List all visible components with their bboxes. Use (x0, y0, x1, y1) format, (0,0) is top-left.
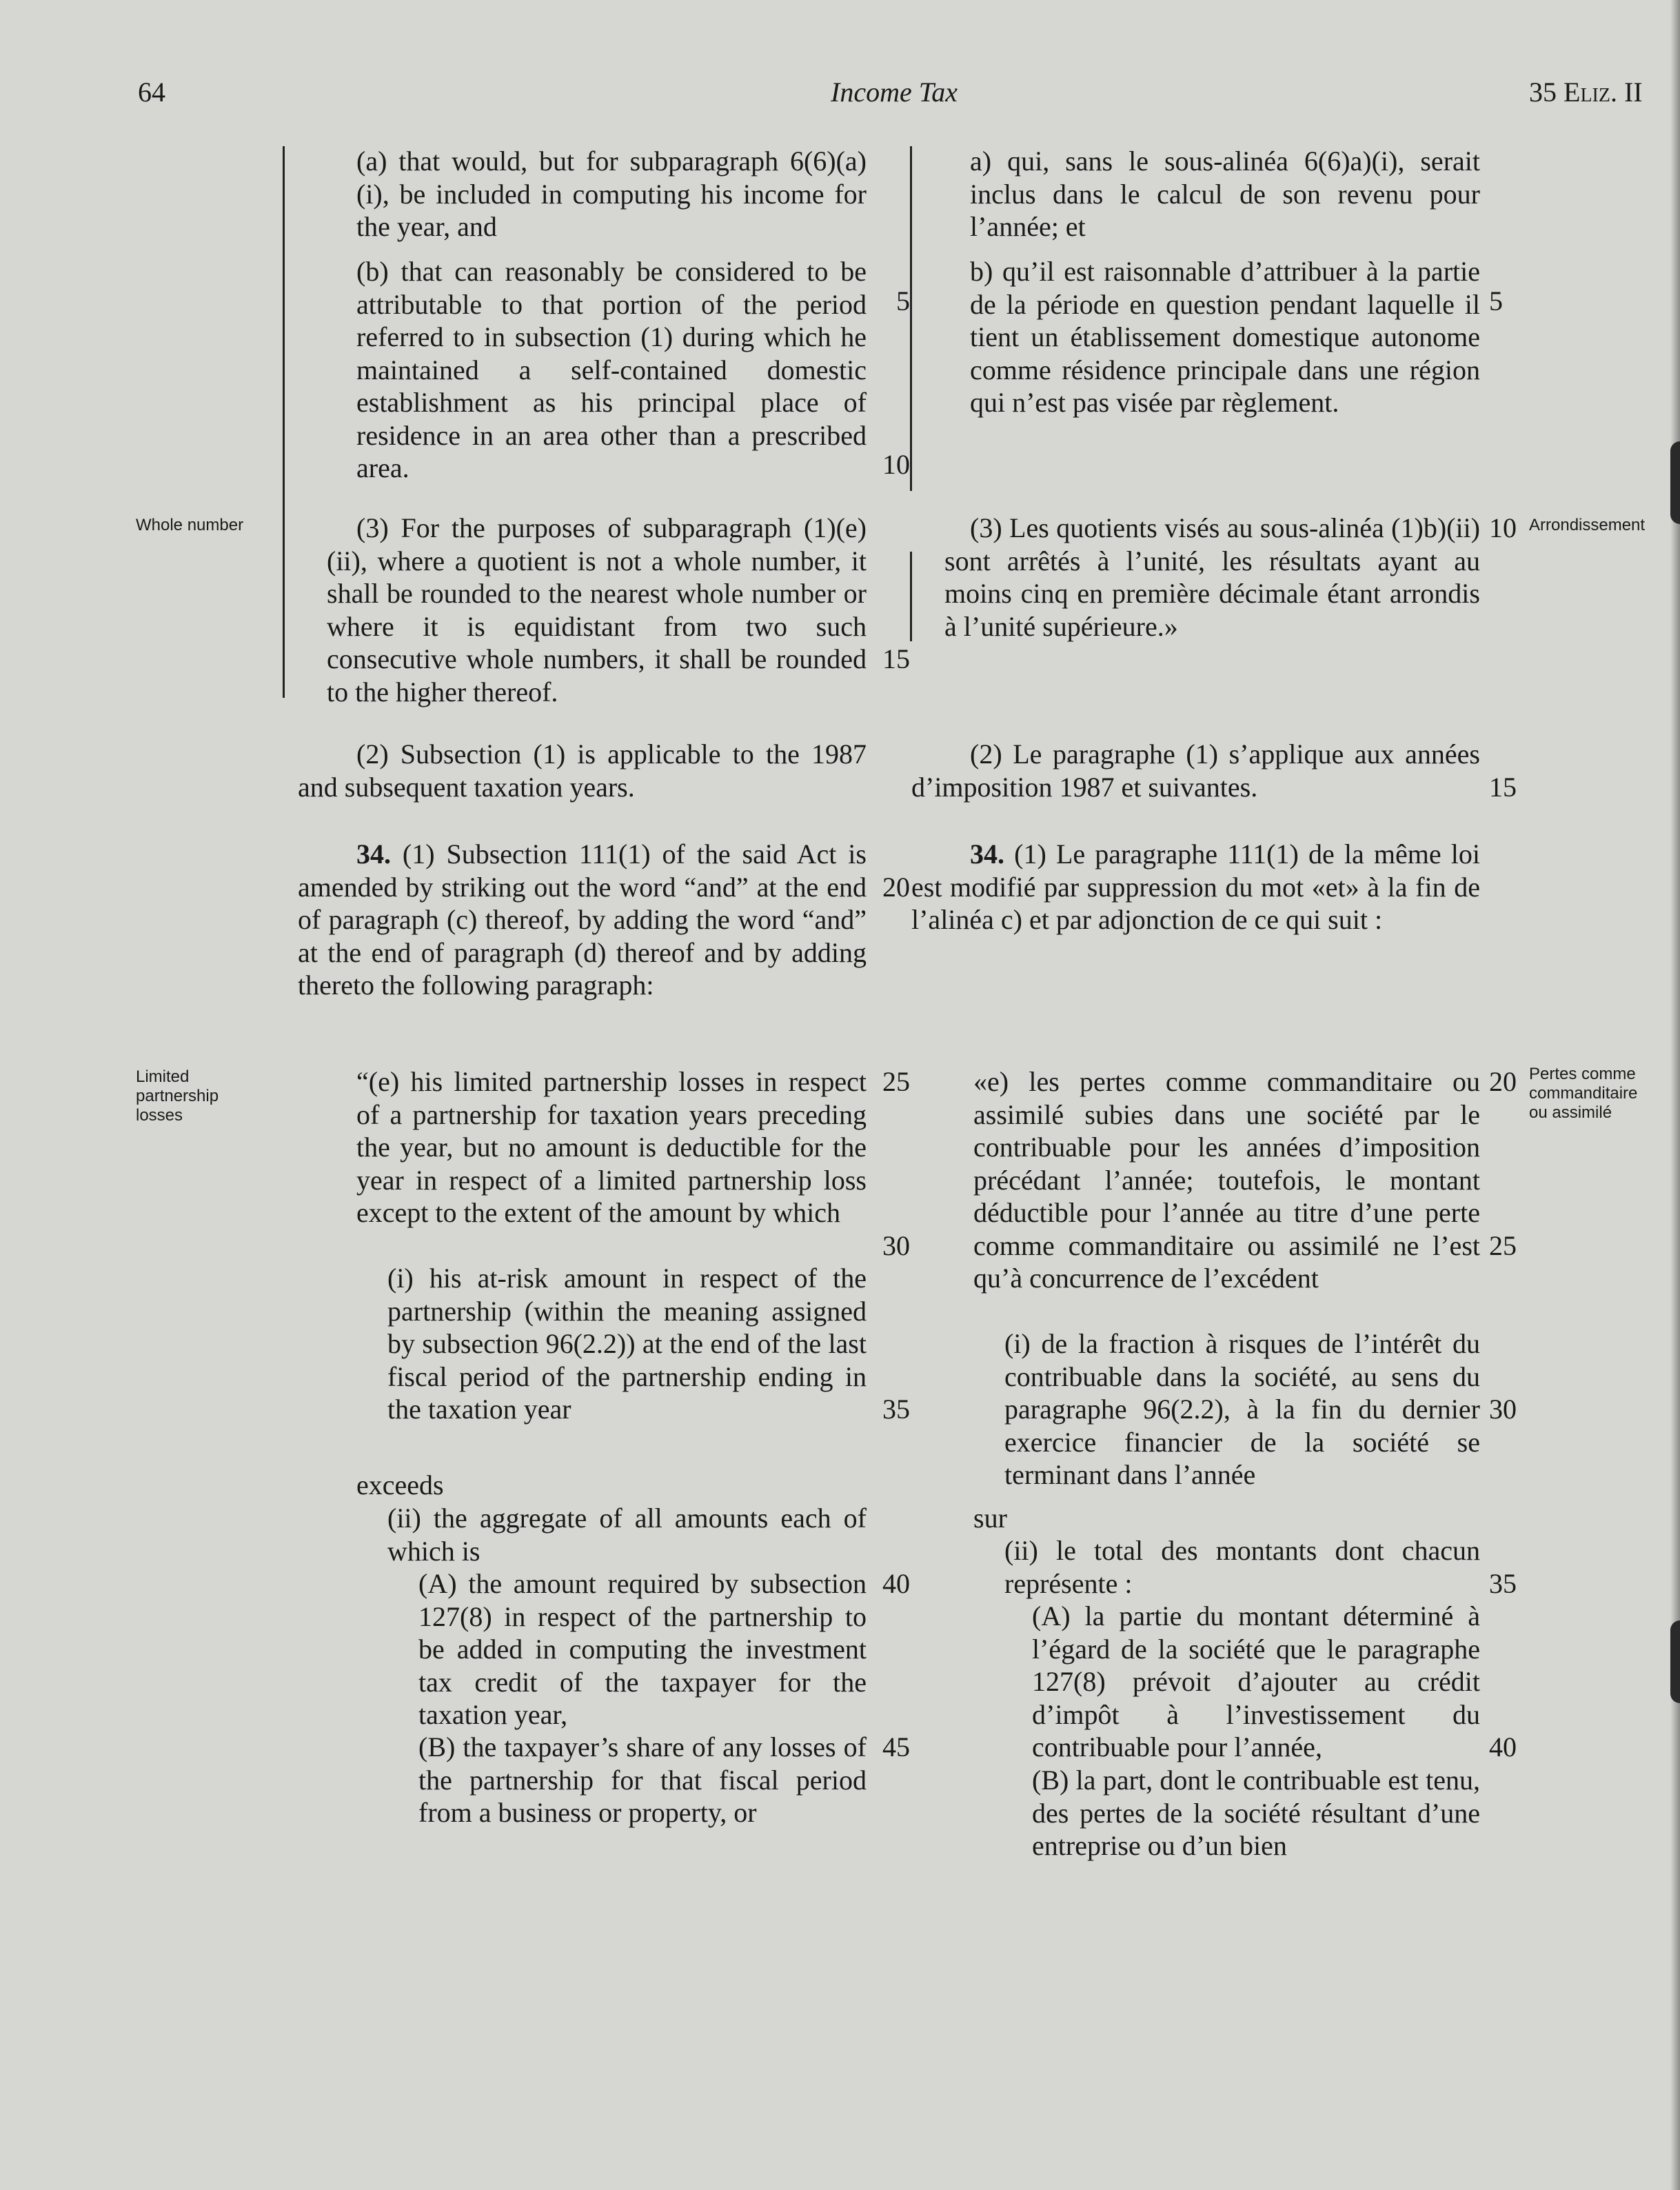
fr-paragraph-a: a) qui, sans le sous-alinéa 6(6)a)(i), serait inclus dans le calcul de son revenu pour l’année; et (970, 145, 1480, 242)
line-number: 30 (882, 1230, 910, 1261)
fr-clause-B: (B) la part, dont le contribuable est tenu, des pertes de la société résultant d’une entreprise ou d’un bien (1032, 1765, 1480, 1861)
en-paragraph-b: (b) that can reasonably be considered to be attributable to that portion of the period referred to in subsection (1) during which he maintained a self-contained domestic establishment as his principal place of residence in an area other than a prescribed area. (356, 256, 867, 483)
en-paragraph-e: “(e) his limited partnership losses in respect of a partnership for taxation years preceding the year, but no amount is deductible for the year in respect of a limited partnership loss except to the extent of the amount by which (356, 1066, 867, 1228)
fr-subparagraph-i: (i) de la fraction à risques de l’intérêt du contribuable dans la société, au sens du paragraphe 96(2.2), à la fin du dernier exercice financier de la société se terminant dans l’année (1004, 1328, 1480, 1490)
en-section-34: 34. (1) Subsection 111(1) of the said Act is amended by striking out the word “and” at the end of paragraph (c) thereof, by adding the word “and” at the end of paragraph (d) thereof and by adding thereto the following paragraph: (298, 838, 867, 1001)
en-exceeds: exceeds (356, 1469, 444, 1500)
margin-note-whole-number: Whole number (136, 516, 244, 534)
binding-tab (1670, 1620, 1680, 1703)
margin-note-arrondissement: Arrondissement (1529, 516, 1646, 534)
line-number: 25 (882, 1066, 910, 1097)
fr-paragraph-b: b) qu’il est raisonnable d’attribuer à la partie de la période en question pendant laquelle il tient un établissement domestique autonome comme résidence principale dans une région qui n’est pas visée par règlement. (970, 256, 1480, 418)
line-number: 40 (882, 1568, 910, 1599)
line-number: 15 (1489, 772, 1517, 803)
en-subsection-3: (3) For the purposes of subparagraph (1)(e)(ii), where a quotient is not a whole number, it shall be rounded to the nearest whole number or where it is equidistant from two such consecutive whole numbers, it shall be rounded to the higher thereof. (327, 512, 867, 707)
page-number: 64 (138, 77, 165, 108)
line-number: 10 (1489, 512, 1517, 543)
regnal-year: 35 Eliz. II (1529, 77, 1643, 108)
binding-tab (1670, 441, 1680, 524)
line-number: 35 (1489, 1568, 1517, 1599)
line-number: 15 (882, 643, 910, 674)
revision-bar-center-top (910, 146, 912, 491)
line-number: 35 (882, 1394, 910, 1425)
line-number: 20 (1489, 1066, 1517, 1097)
margin-note-pertes: Pertes comme commanditaire ou assimilé (1529, 1065, 1638, 1122)
line-number: 20 (882, 872, 910, 903)
line-number: 40 (1489, 1731, 1517, 1762)
margin-note-limited-partnership: Limited partnership losses (136, 1067, 219, 1125)
en-paragraph-a: (a) that would, but for subparagraph 6(6)(a)(i), be included in computing his income for the year, and (356, 145, 867, 242)
line-number: 30 (1489, 1394, 1517, 1425)
fr-section-34: 34. (1) Le paragraphe 111(1) de la même loi est modifié par suppression du mot «et» à la fin de l’alinéa c) et par adjonction de ce qui suit : (911, 838, 1480, 935)
en-subparagraph-ii: (ii) the aggregate of all amounts each of which is (387, 1503, 867, 1567)
en-subsection-2: (2) Subsection (1) is applicable to the 1987 and subsequent taxation years. (298, 739, 867, 803)
line-number: 5 (896, 285, 910, 317)
fr-subsection-2: (2) Le paragraphe (1) s’applique aux années d’imposition 1987 et suivantes. (911, 739, 1480, 803)
fr-sur: sur (973, 1503, 1007, 1534)
line-number: 25 (1489, 1230, 1517, 1261)
revision-bar-left (283, 146, 285, 698)
page-edge-shadow (1670, 0, 1680, 2190)
line-number: 5 (1489, 285, 1503, 317)
fr-clause-A: (A) la partie du montant déterminé à l’égard de la société que le paragraphe 127(8) prévoit d’ajouter au crédit d’impôt à l’investissement du contribuable pour l’année, (1032, 1600, 1480, 1762)
en-clause-B: (B) the taxpayer’s share of any losses of the partnership for that fiscal period from a business or property, or (418, 1731, 867, 1828)
line-number: 10 (882, 449, 910, 480)
fr-subsection-3: (3) Les quotients visés au sous-alinéa (1)b)(ii) sont arrêtés à l’unité, les résultats ayant au moins cinq en première décimale étant arrondis à l’unité supérieure.» (944, 512, 1480, 642)
fr-subparagraph-ii: (ii) le total des montants dont chacun représente : (1004, 1535, 1480, 1599)
line-number: 45 (882, 1731, 910, 1762)
running-title: Income Tax (831, 77, 958, 108)
revision-bar-center-bottom (910, 552, 912, 641)
en-subparagraph-i: (i) his at-risk amount in respect of the partnership (within the meaning assigned by subsection 96(2.2)) at the end of the last fiscal period of the partnership ending in the taxation year (387, 1263, 867, 1425)
en-clause-A: (A) the amount required by subsection 127(8) in respect of the partnership to be added in computing the investment tax credit of the taxpayer for the taxation year, (418, 1568, 867, 1730)
fr-paragraph-e: «e) les pertes comme commanditaire ou assimilé subies dans une société par le contribuable pour les années d’imposition précédant l’année; toutefois, le montant déductible pour l’année au titre d’une perte comme commanditaire ou assimilé ne l’est qu’à concurrence de l’excédent (973, 1066, 1480, 1294)
